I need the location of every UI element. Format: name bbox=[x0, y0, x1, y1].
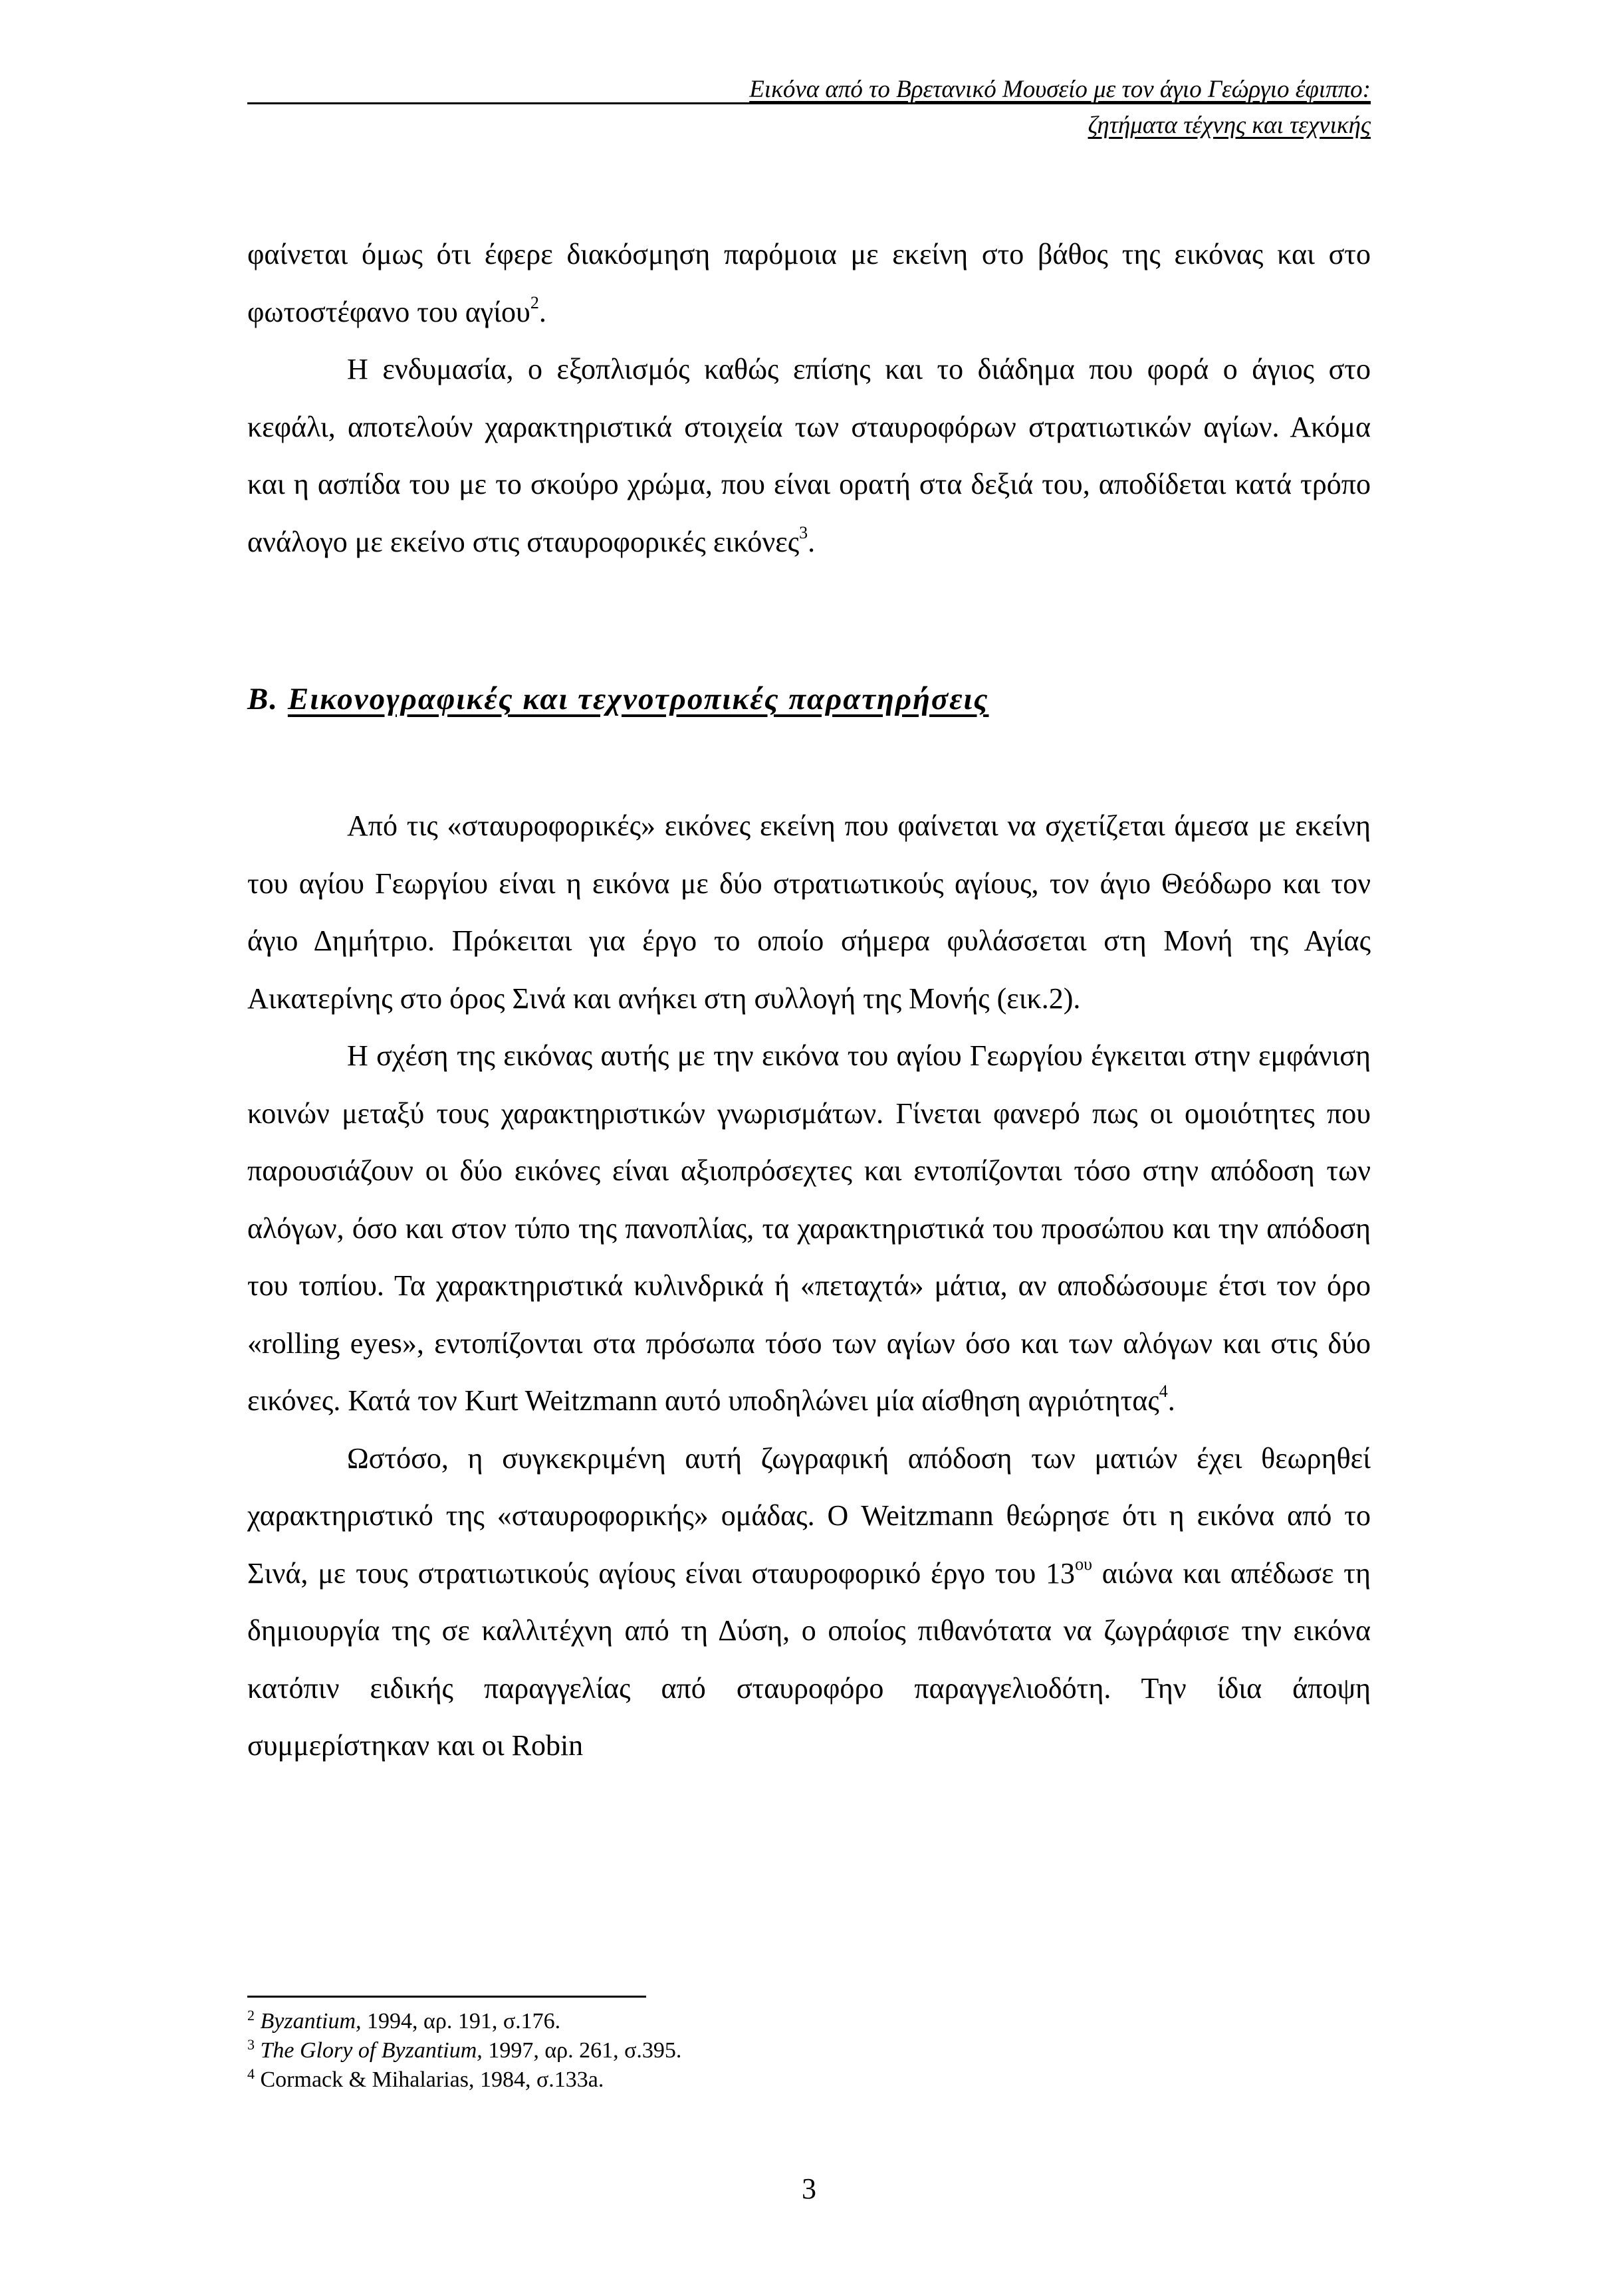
header-line-1: Εικόνα από το Βρετανικό Μουσείο με τον άγιο Γεώργιο έφιππο: bbox=[749, 76, 1371, 103]
main-paragraph-1: Από τις «σταυροφορικές» εικόνες εκείνη που φαίνεται να σχετίζεται άμεσα με εκείνη του αγίου Γεωργίου είναι η εικόνα με δύο στρατιωτικούς αγίους, τον άγιο Θεόδωρο και τον άγιο Δημήτριο. Πρόκειται για έργο το οποίο σήμερα φυλάσσεται στη Μονή της Αγίας Αικατερίνης στο όρος Σινά και ανήκει στη συλλογή της Μονής (εικ.2). bbox=[247, 809, 1371, 1015]
page-number: 3 bbox=[802, 2172, 816, 2205]
footnote-4: $^4$ Cormack & Mihalarias, 1984, σ.133a. bbox=[247, 2065, 604, 2092]
header-rule bbox=[247, 102, 1371, 104]
running-header bbox=[749, 72, 1371, 144]
footnote-rule bbox=[247, 1996, 646, 1998]
footnotes bbox=[247, 2007, 681, 2095]
intro-text bbox=[247, 226, 1371, 571]
intro-paragraph-1: φαίνεται όμως ότι έφερε διακόσμηση παρόμοια με εκείνη στο βάθος της εικόνας και στο φωτοστέφανο του αγίου$^2$. bbox=[247, 238, 1371, 328]
footnote-ref-2[interactable]: 2 bbox=[530, 292, 539, 312]
main-paragraph-2: Η σχέση της εικόνας αυτής με την εικόνα του αγίου Γεωργίου έγκειται στην εμφάνιση κοινών μεταξύ τους χαρακτηριστικών γνωρισμάτων. Γίνεται φανερό πως οι ομοιότητες που παρουσιάζουν οι δύο εικόνες είναι αξιοπρόσεχτες και εντοπίζονται τόσο στην απόδοση των αλόγων, όσο και στον τύπο της πανοπλίας, τα χαρακτηριστικά του προσώπου και την απόδοση του τοπίου. Τα χαρακτηριστικά κυλινδρικά ή «πεταχτά» μάτια, αν αποδώσουμε έτσι τον όρο «rolling eyes», εντοπίζονται στα πρόσωπα τόσο των αγίων όσο και των αλόγων και στις δύο εικόνες. Κατά τον Kurt Weitzmann αυτό υποδηλώνει μία αίσθηση αγριότητας$^4$. bbox=[247, 1039, 1371, 1417]
footnote-ref-4[interactable]: 4 bbox=[1159, 1382, 1168, 1401]
section-label: Β. bbox=[247, 682, 279, 716]
section-heading bbox=[247, 681, 988, 717]
footnote-ref-3[interactable]: 3 bbox=[799, 522, 808, 542]
header-line-2: ζητήματα τέχνης και τεχνικής bbox=[1088, 112, 1371, 139]
century-ordinal: ου bbox=[1075, 1554, 1092, 1574]
main-paragraph-3: Ωστόσο, η συγκεκριμένη αυτή ζωγραφική απόδοση των ματιών έχει θεωρηθεί χαρακτηριστικό της «σταυροφορικής» ομάδας. Ο Weitzmann θεώρησε ότι η εικόνα από το Σινά, με τους στρατιωτικούς αγίους είναι σταυροφορικό έργο του $13^{o\upsilon}$ αιώνα και απέδωσε τη δημιουργία της σε καλλιτέχνη από τη Δύση, ο οποίος πιθανότατα να ζωγράφισε την εικόνα κατόπιν ειδικής παραγγελίας από σταυροφόρο παραγγελιοδότη. Την ίδια άποψη συμμερίστηκαν και οι Robin bbox=[247, 1441, 1371, 1762]
section-title: Εικονογραφικές και τεχνοτροπικές παρατηρήσεις bbox=[287, 682, 989, 716]
intro-paragraph-2: Η ενδυμασία, ο εξοπλισμός καθώς επίσης και το διάδημα που φορά ο άγιος στο κεφάλι, αποτελούν χαρακτηριστικά στοιχεία των σταυροφόρων στρατιωτικών αγίων. Ακόμα και η ασπίδα του με το σκούρο χρώμα, που είναι ορατή στα δεξιά του, αποδίδεται κατά τρόπο ανάλογο με εκείνο στις σταυροφορικές εικόνες$^3$. bbox=[247, 353, 1371, 558]
main-text bbox=[247, 797, 1371, 1775]
footnote-3: $^3$ The Glory of Byzantium, 1997, αρ. 261, σ.395. bbox=[247, 2036, 682, 2063]
footnote-2: $^2$ Byzantium, 1994, αρ. 191, σ.176. bbox=[247, 2007, 561, 2034]
